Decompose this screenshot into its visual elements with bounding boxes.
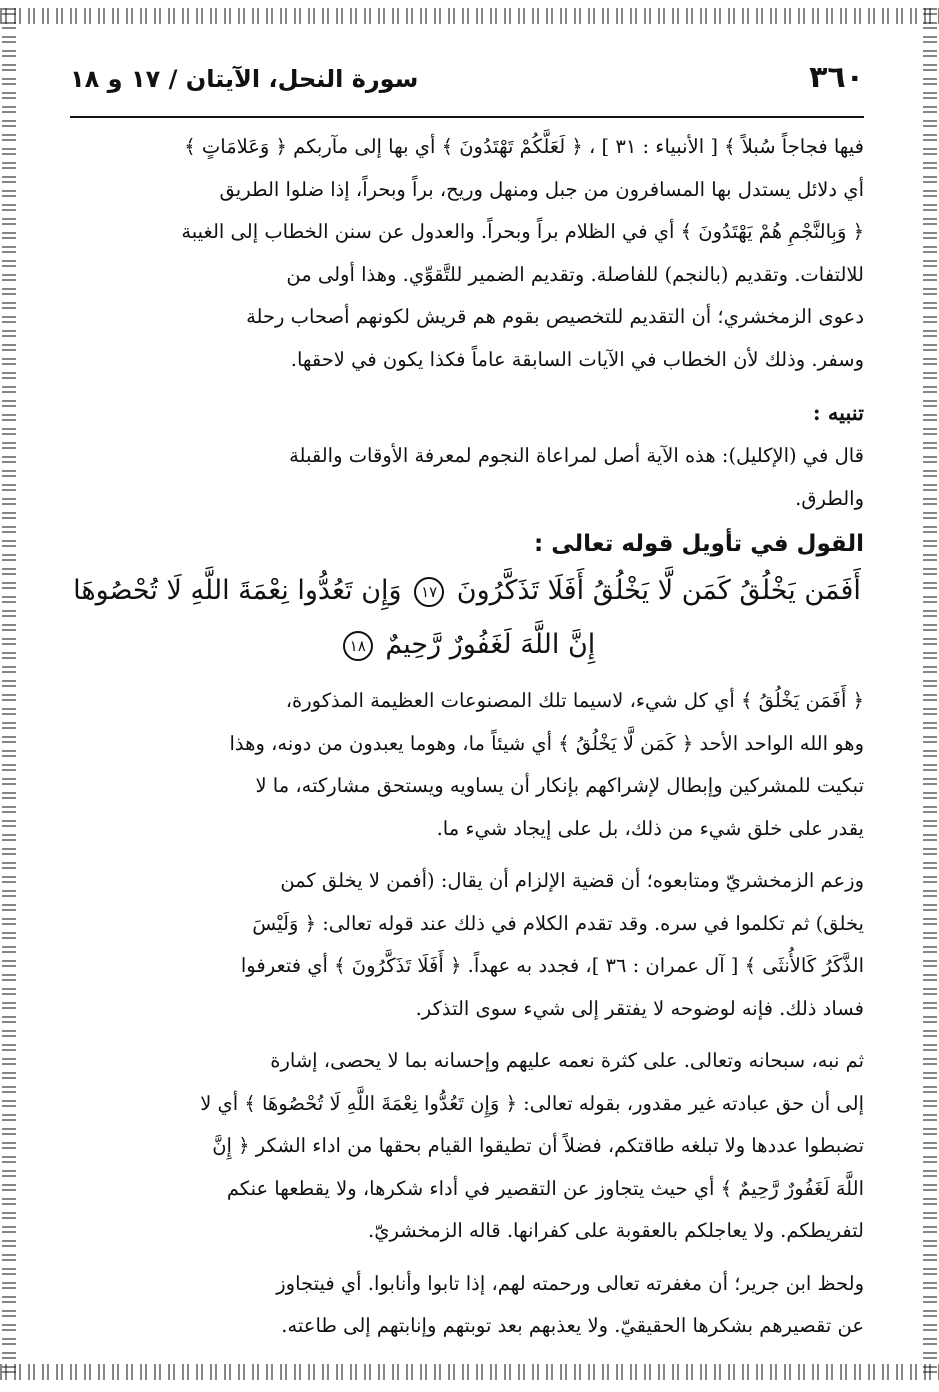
text-line: ثم نبه، سبحانه وتعالى. على كثرة نعمه عليهم وإحسانه بما لا يحصى، إشارة xyxy=(270,1049,864,1072)
verse-text: وَإِن تَعُدُّوا نِعْمَةَ اللَّهِ لَا تُحْصُوهَا xyxy=(73,575,402,606)
text-line: ولحظ ابن جرير؛ أن مغفرته تعالى ورحمته لهم، إذا تابوا وأنابوا. أي فيتجاوز xyxy=(276,1271,864,1295)
text-line: يقدر على خلق شيء من ذلك، بل على إيجاد شيء ما. xyxy=(436,816,864,840)
text-line: والطرق. xyxy=(795,486,864,510)
running-title: سورة النحل، الآيتان / ١٧ و ١٨ xyxy=(70,65,419,93)
paragraph-3 xyxy=(70,680,864,850)
note-heading: تنبيه : xyxy=(812,400,864,425)
section-heading: القول في تأويل قوله تعالى : xyxy=(534,531,864,557)
verse-text: إِنَّ اللَّهَ لَغَفُورٌ رَّحِيمٌ xyxy=(385,629,596,660)
ayah-number-18: ١٨ xyxy=(343,631,373,661)
ayah-number-17: ١٧ xyxy=(414,577,444,607)
verse-text: أَفَمَن يَخْلُقُ كَمَن لَّا يَخْلُقُ أَفَلَا تَذَكَّرُونَ xyxy=(456,575,861,606)
paragraph-2 xyxy=(70,435,864,520)
paragraph-6 xyxy=(70,1263,864,1348)
text-line: وهو الله الواحد الأحد ﴿ كَمَن لَّا يَخْلُقُ ﴾ أي شيئاً ما، وهوما يعبدون من دونه، وهذا xyxy=(229,731,864,755)
page-header xyxy=(70,60,864,118)
text-line: فساد ذلك. فإنه لوضوحه لا يفتقر إلى شيء سوى التذكر. xyxy=(415,996,864,1020)
text-line: فيها فجاجاً سُبلاً ﴾ [ الأنبياء : ٣١ ] ، ﴿ لَعَلَّكُمْ تَهْتَدُونَ ﴾ أي بها إلى مآربكم ﴿ وَعَلامَاتٍ ﴾ xyxy=(184,135,864,158)
text-line: تبكيت للمشركين وإبطال لإشراكهم بإنكار أن يساويه ويستحق مشاركته، ما لا xyxy=(255,774,864,797)
quran-verse-line-2 xyxy=(70,618,864,672)
text-line: لتفريطكم. ولا يعاجلكم بالعقوبة على كفرانها. قاله الزمخشريّ. xyxy=(368,1219,864,1242)
text-line: أي دلائل يستدل بها المسافرون من جبل ومنهل وريح، براً وبحراً، إذا ضلوا الطريق xyxy=(219,177,864,201)
quran-verse-line-1 xyxy=(70,564,864,618)
bottom-border-ornament xyxy=(0,1364,939,1380)
text-line: تضبطوا عددها ولا تبلغه طاقتكم، فضلاً أن تطيقوا القيام بحقها من اداء الشكر ﴿ إِنَّ xyxy=(212,1134,864,1157)
text-line: ﴿ وَبِالنَّجْمِ هُمْ يَهْتَدُونَ ﴾ أي في الظلام براً وبحراً. والعدول عن سنن الخطاب إلى الغيبة xyxy=(181,220,864,243)
left-border-ornament xyxy=(2,8,16,1380)
page-content xyxy=(70,118,864,1348)
paragraph-4 xyxy=(70,860,864,1030)
top-border-ornament xyxy=(0,8,939,24)
text-line: وسفر. وذلك لأن الخطاب في الآيات السابقة عاماً فكذا يكون في لاحقها. xyxy=(290,347,864,371)
text-line: قال في (الإكليل): هذه الآية أصل لمراعاة النجوم لمعرفة الأوقات والقبلة xyxy=(289,444,864,467)
text-line: الذَّكَرُ كَالأُنثَى ﴾ [ آل عمران : ٣٦ ]، فجدد به عهداً. ﴿ أَفَلَا تَذَكَّرُونَ ﴾ أي فتعرفوا xyxy=(240,954,864,977)
text-line: اللَّهَ لَغَفُورٌ رَّحِيمٌ ﴾ أي حيث يتجاوز عن التقصير في أداء شكرها، ولا يقطعها عنكم xyxy=(226,1176,864,1200)
text-line: دعوى الزمخشري؛ أن التقديم للتخصيص بقوم هم قريش لكونهم أصحاب رحلة xyxy=(246,305,864,328)
text-line: يخلق) ثم تكلموا في سره. وقد تقدم الكلام في ذلك عند قوله تعالى: ﴿ وَلَيْسَ xyxy=(252,911,864,935)
text-line: وزعم الزمخشريّ ومتابعوه؛ أن قضية الإلزام أن يقال: (أفمن لا يخلق كمن xyxy=(280,869,864,892)
right-border-ornament xyxy=(923,8,937,1380)
page-number: ٣٦٠ xyxy=(809,60,864,95)
paragraph-5 xyxy=(70,1040,864,1253)
text-line: عن تقصيرهم بشكرها الحقيقيّ. ولا يعذبهم بعد توبتهم وإنابتهم إلى طاعته. xyxy=(281,1314,864,1337)
paragraph-1 xyxy=(70,126,864,381)
text-line: للالتفات. وتقديم (بالنجم) للفاصلة. وتقديم الضمير للتَّقوِّي. وهذا أولى من xyxy=(286,262,864,286)
text-line: ﴿ أَفَمَن يَخْلُقُ ﴾ أي كل شيء، لاسيما تلك المصنوعات العظيمة المذكورة، xyxy=(285,689,864,712)
text-line: إلى أن حق عبادته غير مقدور، بقوله تعالى: ﴿ وَإِن تَعُدُّوا نِعْمَةَ اللَّهِ لَا تُحْصُوهَا ﴾ أي لا xyxy=(200,1091,864,1115)
page xyxy=(70,60,864,1337)
